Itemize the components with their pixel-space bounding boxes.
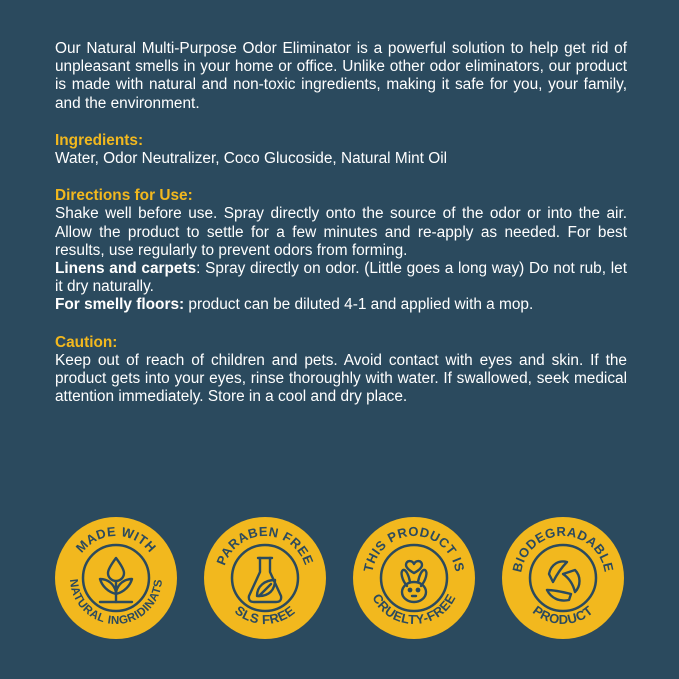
linens-instructions: [55, 260, 627, 296]
linens-label: Linens and carpets: [55, 260, 197, 278]
badge-bottom-text: NATURAL INGRIDINATS: [66, 578, 166, 628]
ingredients-text: Water, Odor Neutralizer, Coco Glucoside, Natural Mint Oil: [55, 150, 448, 168]
intro-paragraph: Our Natural Multi-Purpose Odor Eliminator is a powerful solution to help get rid of unpleasant smells in your home or office. Unlike other odor eliminators, our product is made with natural and non-toxic ingredients, making it safe for you, your family, and the environment.: [55, 40, 627, 112]
caution-heading: Caution:: [55, 333, 118, 351]
biodegradable-badge: [501, 516, 625, 640]
ingredients-heading: Ingredients:: [55, 131, 144, 149]
floors-text: product can be diluted 4-1 and applied with a mop.: [184, 296, 534, 314]
natural-ingredients-badge: [54, 516, 178, 640]
badge-bottom-text: CRUELTY-FREE: [369, 591, 459, 628]
product-description: [55, 40, 627, 406]
badge-bottom-text: SLS FREE: [232, 602, 298, 628]
caution-text: Keep out of reach of children and pets. Avoid contact with eyes and skin. If the product gets into your eyes, rinse thoroughly with water. If swallowed, seek medical attention immediately. Store in a cool and dry place.: [55, 351, 627, 406]
badge-top-text: THIS PRODUCT IS: [360, 523, 468, 574]
badge-top-text: MADE WITH: [72, 523, 160, 556]
paraben-free-badge: [203, 516, 327, 640]
floors-label: For smelly floors:: [55, 296, 185, 314]
badge-bottom-text: PRODUCT: [530, 602, 596, 628]
badge-top-text: BIODEGRADABLE: [509, 523, 617, 574]
badge-top-text: PARABEN FREE: [213, 523, 317, 568]
directions-heading: Directions for Use:: [55, 187, 193, 205]
badge-row: [0, 516, 679, 646]
linens-text: : Spray directly on odor. (Little goes a long way) Do not rub, let it dry naturally.: [55, 260, 627, 296]
floors-instructions: [55, 296, 627, 314]
cruelty-free-badge: [352, 516, 476, 640]
directions-text: Shake well before use. Spray directly onto the source of the odor or into the air. Allow the product to settle for a few minutes and re-apply as needed. For best results, use regularly to prevent odors from forming.: [55, 205, 627, 259]
